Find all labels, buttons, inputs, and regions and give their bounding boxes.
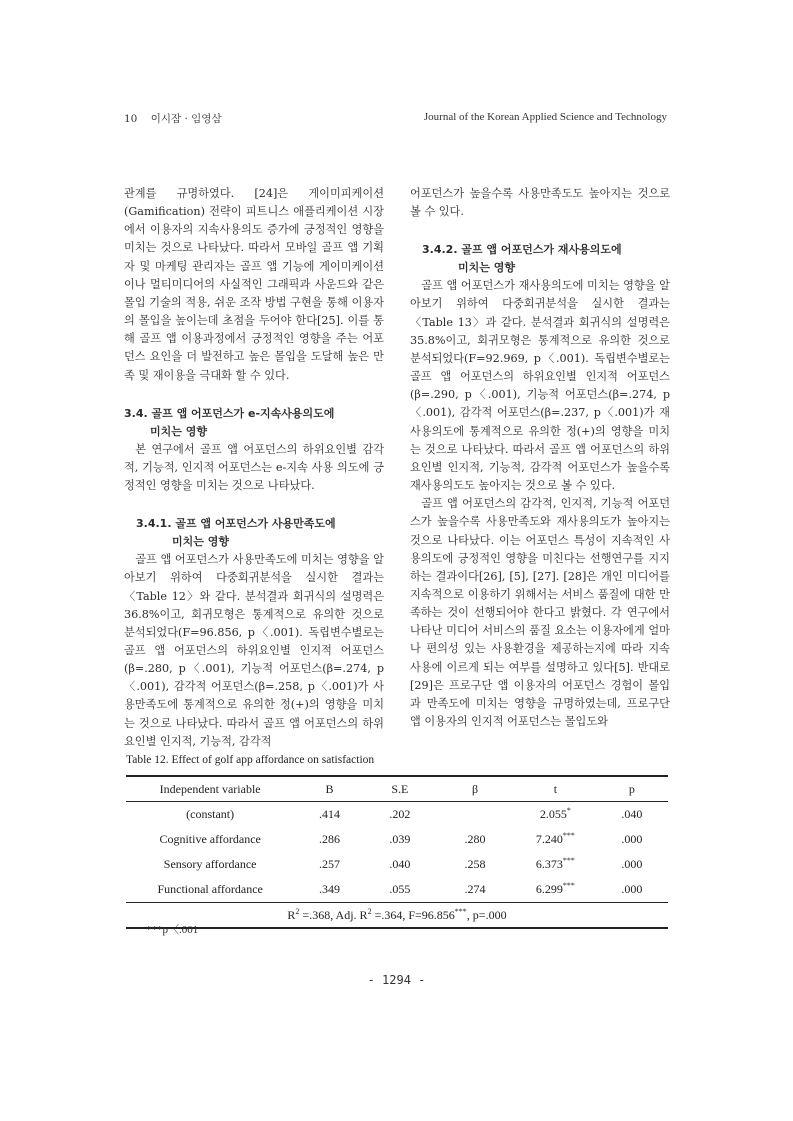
- significance-mark: ***: [562, 831, 575, 840]
- table-cell: .414: [318, 807, 340, 821]
- t-value: 6.299: [535, 882, 563, 896]
- table-header: S.E: [365, 776, 435, 802]
- table-cell: .349: [294, 877, 364, 903]
- table-header: B: [294, 776, 364, 802]
- heading-line: 3.4.2. 골프 앱 어포던스가 재사용의도에: [422, 243, 622, 257]
- t-value: 6.373: [535, 857, 563, 871]
- regression-table: [126, 775, 668, 929]
- table-cell: .202: [389, 807, 411, 821]
- model-fit-summary: $R^2 =.368$, Adj. $R^2 =.364$, F=96.856***, p=.000: [126, 903, 668, 929]
- table-note: ***p〈.001: [146, 924, 199, 936]
- table-cell: [435, 802, 515, 828]
- significance-mark: *: [566, 806, 571, 815]
- paragraph: 본 연구에서 골프 앱 어포던스의 하위요인별 감각적, 기능적, 인지적 어포던스는 e-지속 사용 의도에 긍정적인 영향을 미치는 것으로 나타났다.: [124, 442, 384, 493]
- page-footer-number: - 1294 -: [367, 973, 426, 987]
- header-page-number: 10: [124, 113, 138, 125]
- heading-line: 미치는 영향: [458, 261, 515, 275]
- t-value: 2.055: [539, 807, 567, 821]
- t-value: 7.240: [535, 832, 563, 846]
- table-row: [126, 827, 668, 852]
- table-cell: .000: [596, 877, 668, 903]
- table-cell: .039: [389, 832, 411, 846]
- header-authors: 이시잠 · 임영삼: [150, 113, 222, 125]
- table-cell: .286: [318, 832, 340, 846]
- table-cell: Sensory affordance: [163, 857, 257, 871]
- table-cell: [515, 852, 596, 877]
- table-cell: .258: [464, 857, 486, 871]
- table-cell: [515, 827, 596, 852]
- left-column: [124, 185, 384, 751]
- paragraph: 골프 앱 어포던스가 재사용의도에 미치는 영향을 알아보기 위하여 다중회귀분석을 실시한 결과는 〈Table 13〉과 같다. 분석결과 회귀식의 설명력은 35.8%이고, 회귀모형은 통계적으로 유의한 것으로 분석되었다(F=92.969, p〈.001). 독립변수별로는 골프 앱 어포던스의 하위요인별 인지적 어포던스(β=.290, p〈.001), 기능적 어포던스(β=.274, p〈.001), 감각적 어포던스(β=.237, p〈.001)가 재사용의도에 통계적으로 유의한 정(+)의 영향을 미치는 것으로 나타났다. 따라서 골프 앱 어포던스의 하위요인별 인지적, 기능적, 감각적 어포던스가 높을수록 재사용의도도 높아지는 것으로 볼 수 있다.: [410, 279, 670, 493]
- paragraph: 어포던스가 높을수록 사용만족도도 높아지는 것으로 볼 수 있다.: [410, 187, 670, 219]
- heading-line: 미치는 영향: [150, 424, 207, 438]
- paragraph: 관계를 규명하였다. [24]은 게이미피케이션(Gamification) 전략이 피트니스 애플리케이션 시장에서 이용자의 지속사용의도 증가에 긍정적인 영향을 미치는 것으로 나타났다. 따라서 모바일 골프 앱 기획자 및 마케팅 관리자는 골프 앱 기능에 게이미케이션이나 멀티미디어의 사실적인 그래픽과 사운드와 같은 몰입 기술의 적용, 쉬운 조작 방법 구현을 통해 이용자의 몰입을 높이는데 초점을 두어야 한다[25]. 이를 통해 골프 앱 이용과정에서 긍정적인 영향을 주는 어포던스 요인을 더 발전하고 높은 몰입을 도달해 높은 만족 및 재이용을 극대화 할 수 있다.: [124, 187, 384, 382]
- table-cell: Functional affordance: [126, 877, 294, 903]
- table-cell: .040: [621, 807, 643, 821]
- right-column: [410, 185, 670, 731]
- table-row: [126, 852, 668, 877]
- table-header: p: [596, 776, 668, 802]
- table-row: [126, 877, 668, 903]
- paragraph: 골프 앱 어포던스의 감각적, 인지적, 기능적 어포던스가 높을수록 사용만족도와 재사용의도가 높아지는 것으로 나타났다. 이는 어포던스 특성이 지속적인 사용의도에 긍정적인 영향을 미친다는 선행연구를 지지하는 결과이다[26], [5], [27]. [28]은 개인 미디어를 지속적으로 이용하기 위해서는 서비스 품질에 대한 만족하는 것이 선행되어야 한다고 밝혔다. 각 연구에서 나타난 미디어 서비스의 품질 요소는 이용자에게 얼마나 편의성 있는 사용환경을 제공하는지에 따라 지속 사용에 이르게 되는 여부를 설명하고 있다[5]. 반대로 [29]은 프로구단 앱 이용자의 어포던스 경험이 몰입과 만족도에 미치는 영향을 규명하였는데, 프로구단 앱 이용자의 인지적 어포던스는 몰입도와: [410, 497, 670, 729]
- section-heading-3-4-2: [410, 241, 670, 277]
- significance-mark: ***: [562, 881, 575, 890]
- running-header-left: [124, 111, 222, 126]
- table-header: Independent variable: [126, 776, 294, 802]
- table-caption: Table 12. Effect of golf app affordance on satisfaction: [126, 754, 375, 766]
- table-cell: (constant): [186, 807, 235, 821]
- heading-line: 3.4. 골프 앱 어포던스가 e-지속사용의도에: [124, 406, 335, 420]
- paragraph: 골프 앱 어포던스가 사용만족도에 미치는 영향을 알아보기 위하여 다중회귀분석을 실시한 결과는 〈Table 12〉와 같다. 분석결과 회귀식의 설명력은 36.8%이고, 회귀모형은 통계적으로 유의한 것으로 분석되었다(F=96.856, p〈.001). 독립변수별로는 골프 앱 어포던스의 하위요인별 인지적 어포던스(β=.280, p〈.001), 기능적 어포던스(β=.274, p〈.001), 감각적 어포던스(β=.258, p〈.001)가 사용만족도에 통계적으로 유의한 정(+)의 영향을 미치는 것으로 나타났다. 따라서 골프 앱 어포던스의 하위요인별 인지적, 기능적, 감각적: [124, 553, 384, 748]
- table-cell: Cognitive affordance: [159, 832, 261, 846]
- header-journal-title: Journal of the Korean Applied Science and Technology: [423, 111, 667, 123]
- table-header: β: [435, 776, 515, 802]
- heading-line: 3.4.1. 골프 앱 어포던스가 사용만족도에: [136, 517, 336, 531]
- table-cell: [515, 802, 596, 828]
- table-header-row: [126, 776, 668, 802]
- table-cell: .274: [435, 877, 515, 903]
- significance-mark: ***: [562, 856, 575, 865]
- table-cell: .040: [389, 857, 411, 871]
- table-cell: .000: [621, 857, 643, 871]
- section-heading-3-4: [124, 405, 384, 441]
- section-heading-3-4-1: [124, 515, 384, 551]
- table-cell: .055: [365, 877, 435, 903]
- heading-line: 미치는 영향: [172, 535, 229, 549]
- table-cell: .000: [621, 832, 643, 846]
- table-cell: .257: [318, 857, 340, 871]
- table-cell: .280: [464, 832, 486, 846]
- table-footer-row: [126, 903, 668, 929]
- table-cell: [515, 877, 596, 903]
- table-header: t: [515, 776, 596, 802]
- table-row: [126, 802, 668, 828]
